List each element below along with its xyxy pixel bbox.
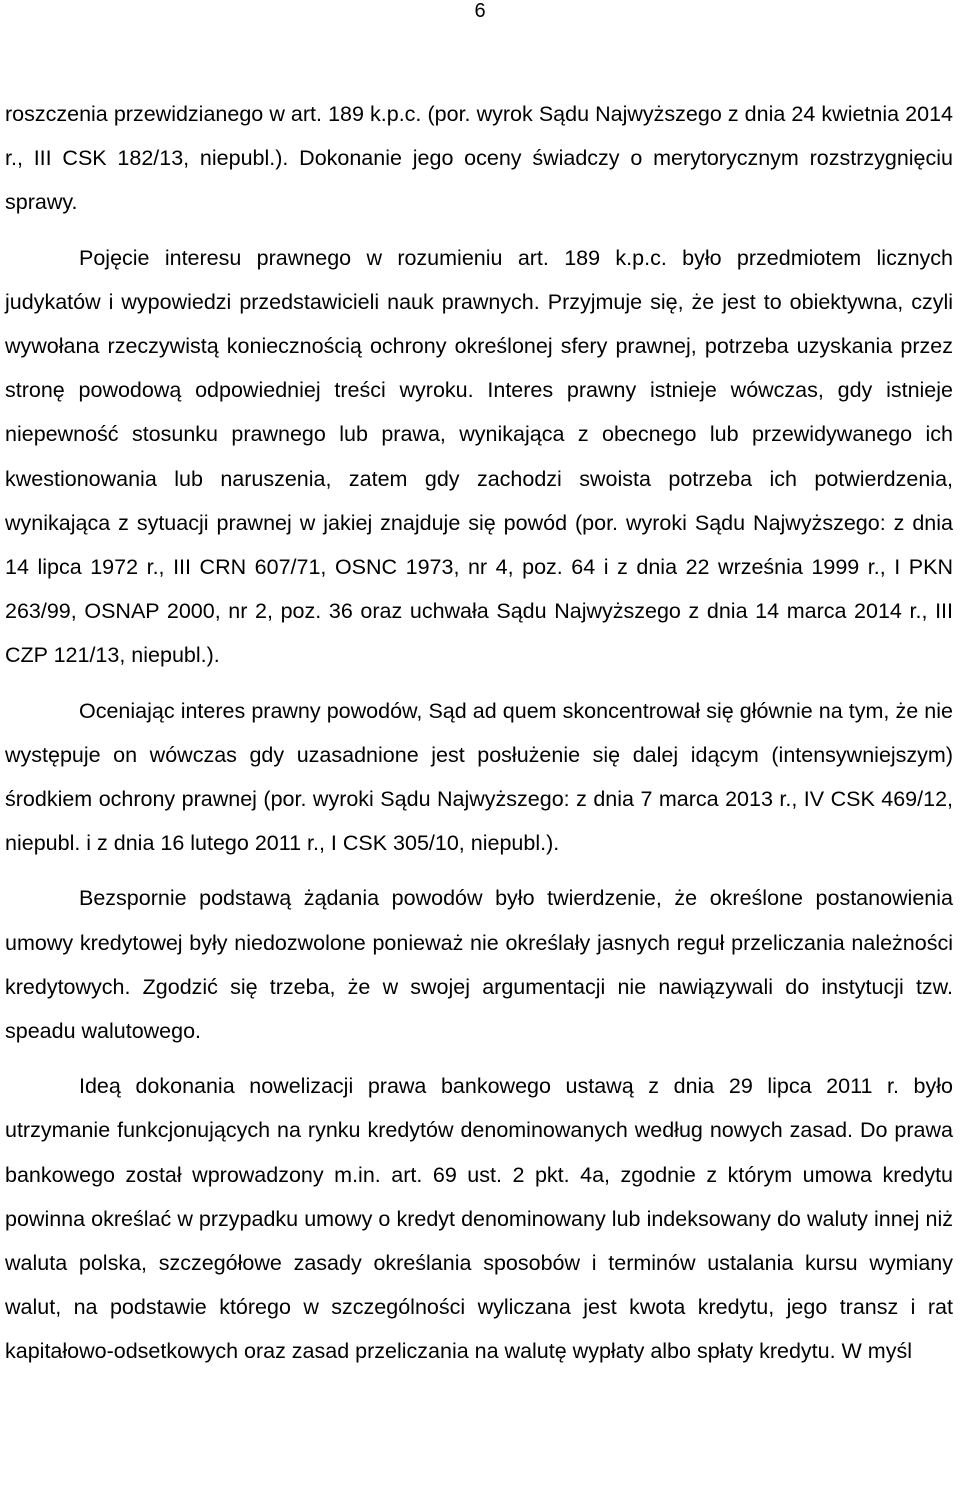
paragraph-banking-amendment: Ideą dokonania nowelizacji prawa bankowego ustawą z dnia 29 lipca 2011 r. było utrzymanie funkcjonujących na rynku kredytów denominowanych według nowych zasad. Do prawa bankowego został wprowadzony m.in. art. 69 ust. 2 pkt. 4a, zgodnie z którym umowa kredytu powinna określać w przypadku umowy o kredyt denominowany lub indeksowany do waluty innej niż waluta polska, szczegółowe zasady określania sposobów i terminów ustalania kursu wymiany walut, na podstawie którego w szczególności wyliczana jest kwota kredytu, jego transz i rat kapitałowo-odsetkowych oraz zasad przeliczania na walutę wypłaty albo spłaty kredytu. W myśl <box>5 1074 953 1364</box>
paragraph-continuation: roszczenia przewidzianego w art. 189 k.p.c. (por. wyrok Sądu Najwyższego z dnia 24 kwietnia 2014 r., III CSK 182/13, niepubl.). Dokonanie jego oceny świadczy o merytorycznym rozstrzygnięciu sprawy. <box>5 102 953 215</box>
paragraph-undisputed-claim: Bezspornie podstawą żądania powodów było twierdzenie, że określone postanowienia umowy kredytowej były niedozwolone ponieważ nie określały jasnych reguł przeliczania należności kredytowych. Zgodzić się trzeba, że w swojej argumentacji nie nawiązywali do instytucji tzw. speadu walutowego. <box>5 886 953 1044</box>
document-body <box>5 92 953 1374</box>
paragraph-legal-interest: Pojęcie interesu prawnego w rozumieniu art. 189 k.p.c. było przedmiotem licznych judykatów i wypowiedzi przedstawicieli nauk prawnych. Przyjmuje się, że jest to obiektywna, czyli wywołana rzeczywistą koniecznością ochrony określonej sfery prawnej, potrzeba uzyskania przez stronę powodową odpowiedniej treści wyroku. Interes prawny istnieje wówczas, gdy istnieje niepewność stosunku prawnego lub prawa, wynikająca z obecnego lub przewidywanego ich kwestionowania lub naruszenia, zatem gdy zachodzi swoista potrzeba ich potwierdzenia, wynikająca z sytuacji prawnej w jakiej znajduje się powód (por. wyroki Sądu Najwyższego: z dnia 14 lipca 1972 r., III CRN 607/71, OSNC 1973, nr 4, poz. 64 i z dnia 22 września 1999 r., I PKN 263/99, OSNAP 2000, nr 2, poz. 36 oraz uchwała Sądu Najwyższego z dnia 14 marca 2014 r., III CZP 121/13, niepubl.). <box>5 245 953 668</box>
page-number: 6 <box>474 0 486 22</box>
paragraph-court-assessment: Oceniając interes prawny powodów, Sąd ad quem skoncentrował się głównie na tym, że nie występuje on wówczas gdy uzasadnione jest posłużenie się dalej idącym (intensywniejszym) środkiem ochrony prawnej (por. wyroki Sądu Najwyższego: z dnia 7 marca 2013 r., IV CSK 469/12, niepubl. i z dnia 16 lutego 2011 r., I CSK 305/10, niepubl.). <box>5 698 953 856</box>
